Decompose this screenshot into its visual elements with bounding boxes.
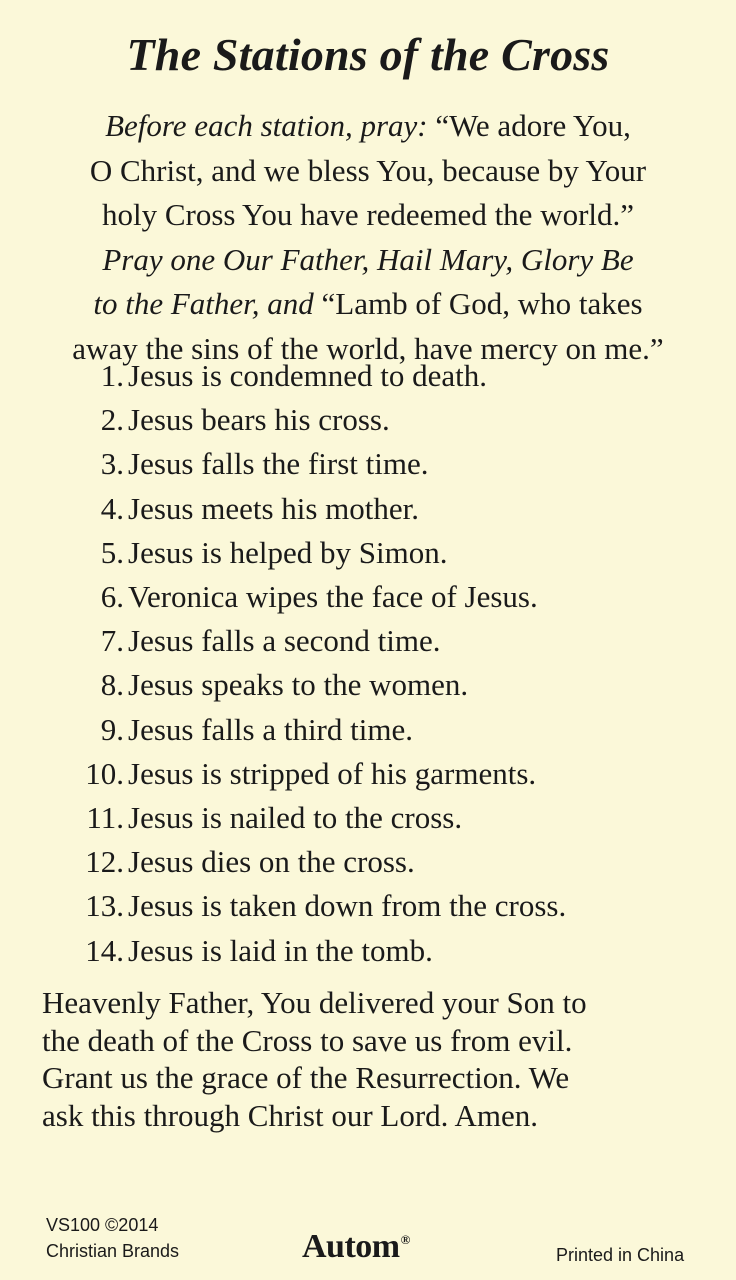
- intro-line-6: away the sins of the world, have mercy on me.”: [72, 330, 664, 366]
- station-number: 5.: [100, 534, 124, 570]
- station-number: 3.: [100, 446, 124, 482]
- station-item: [68, 619, 708, 663]
- station-number: 9.: [100, 711, 124, 747]
- footer-credits: [46, 1212, 179, 1264]
- intro-line-1: [0, 104, 736, 149]
- printed-in-note: Printed in China: [556, 1245, 685, 1265]
- intro-line-4: [0, 238, 736, 283]
- station-item: [68, 487, 708, 531]
- station-text: Jesus speaks to the women.: [128, 667, 469, 703]
- closing-line-3: Grant us the grace of the Resurrection. We: [42, 1060, 570, 1095]
- station-item: [68, 398, 708, 442]
- station-text: Jesus falls the first time.: [128, 446, 429, 482]
- station-number: 11.: [86, 800, 124, 836]
- station-number: 6.: [100, 579, 124, 615]
- registered-mark: ®: [400, 1232, 410, 1247]
- intro-line-2: O Christ, and we bless You, because by Your: [89, 152, 647, 188]
- station-number: 1.: [100, 358, 124, 393]
- intro-line-1-rest: “We adore You,: [427, 108, 631, 143]
- intro-prayer: [0, 104, 736, 371]
- intro-line-3: holy Cross You have redeemed the world.”: [101, 197, 635, 232]
- product-code: VS100 ©2014: [46, 1215, 159, 1235]
- station-number: 12.: [85, 844, 124, 880]
- station-item: [68, 708, 708, 752]
- station-text: Jesus meets his mother.: [128, 490, 420, 526]
- station-number: 10.: [85, 755, 124, 791]
- closing-line-4: ask this through Christ our Lord. Amen.: [42, 1097, 538, 1133]
- intro-line-1-italic: Before each station, pray:: [105, 108, 428, 143]
- station-number: 2.: [100, 402, 124, 438]
- station-number: 4.: [100, 490, 124, 526]
- station-text: Jesus bears his cross.: [128, 402, 390, 438]
- publisher-name: Christian Brands: [46, 1241, 180, 1261]
- intro-line-4-italic: Pray one Our Father, Hail Mary, Glory Be: [102, 241, 634, 277]
- station-text: Jesus is helped by Simon.: [128, 534, 448, 570]
- station-number: 14.: [85, 932, 124, 968]
- closing-prayer: [42, 984, 722, 1134]
- station-text: Veronica wipes the face of Jesus.: [128, 579, 538, 615]
- station-text: Jesus is condemned to death.: [128, 358, 488, 393]
- station-item: [68, 663, 708, 707]
- station-item: [68, 752, 708, 796]
- station-item: [68, 796, 708, 840]
- closing-line-2: the death of the Cross to save us from evil.: [42, 1022, 573, 1058]
- card-title: The Stations of the Cross: [126, 29, 610, 80]
- station-text: Jesus is stripped of his garments.: [128, 755, 537, 791]
- station-text: Jesus is taken down from the cross.: [128, 888, 567, 924]
- intro-line-5-rest: “Lamb of God, who takes: [313, 286, 643, 321]
- station-text: Jesus is laid in the tomb.: [128, 932, 433, 968]
- brand-logo-text: Autom: [302, 1228, 400, 1265]
- station-item: [68, 442, 708, 486]
- closing-line-1: Heavenly Father, You delivered your Son to: [42, 985, 587, 1020]
- station-item: [68, 354, 708, 398]
- station-text: Jesus falls a third time.: [128, 711, 413, 747]
- station-item: [68, 531, 708, 575]
- intro-line-5: [0, 282, 736, 327]
- station-number: 13.: [85, 888, 124, 924]
- stations-list: [68, 354, 708, 973]
- station-text: Jesus dies on the cross.: [128, 844, 415, 880]
- station-number: 7.: [100, 623, 124, 659]
- station-item: [68, 840, 708, 884]
- station-number: 8.: [100, 667, 124, 703]
- station-item: [68, 929, 708, 973]
- brand-logo: [302, 1228, 410, 1266]
- station-text: Jesus falls a second time.: [128, 623, 441, 659]
- station-text: Jesus is nailed to the cross.: [128, 800, 463, 836]
- station-item: [68, 884, 708, 928]
- intro-line-5-italic: to the Father, and: [93, 286, 314, 321]
- station-item: [68, 575, 708, 619]
